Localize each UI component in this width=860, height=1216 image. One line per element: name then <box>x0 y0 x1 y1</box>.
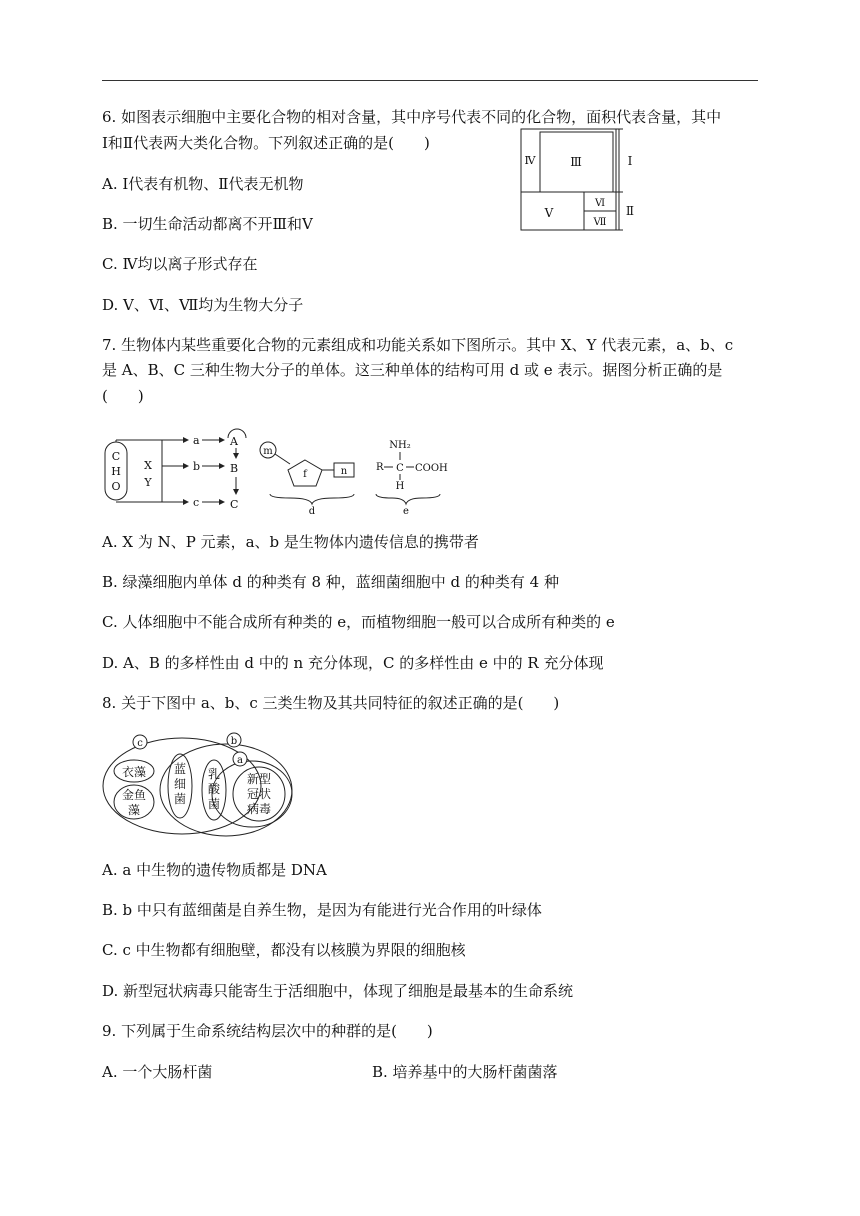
q7-label-h-atom: H <box>395 481 405 492</box>
q8-label-lactobacillus-1: 乳 <box>207 767 221 781</box>
q7-label-o-element: O <box>111 480 121 493</box>
q8-option-a: A. a 中生物的遗传物质都是 DNA <box>102 861 327 879</box>
q6-label-iv: Ⅳ <box>524 154 536 167</box>
q7-label-nh2: NH₂ <box>389 440 411 451</box>
q6-label-i: Ⅰ <box>627 154 633 168</box>
q6-option-d: D. Ⅴ、Ⅵ、Ⅶ均为生物大分子 <box>102 296 304 314</box>
q6-label-vi: Ⅵ <box>594 198 606 209</box>
q8-label-coronavirus-3: 病毒 <box>246 802 272 816</box>
q9-option-a: A. 一个大肠杆菌 <box>102 1063 213 1081</box>
q8-venn-figure <box>100 728 300 840</box>
q7-label-alpha-c: C <box>396 463 404 474</box>
q8-stem: 8. 关于下图中 a、b、c 三类生物及其共同特征的叙述正确的是( ) <box>102 694 560 712</box>
q7-label-cooh: COOH <box>415 463 448 474</box>
q9-option-b: B. 培养基中的大肠杆菌菌落 <box>372 1063 558 1081</box>
q7-option-b: B. 绿藻细胞内单体 d 的种类有 8 种，蓝细菌细胞中 d 的种类有 4 种 <box>102 573 559 591</box>
q7-label-y: Y <box>144 476 152 489</box>
q8-label-a: a <box>237 755 243 766</box>
q8-label-cyanobacteria-3: 菌 <box>173 792 187 806</box>
q8-label-lactobacillus-2: 酸 <box>207 782 221 796</box>
q7-label-x: X <box>144 459 152 472</box>
q8-label-c: c <box>137 738 143 749</box>
q6-option-b: B. 一切生命活动都离不开Ⅲ和Ⅴ <box>102 215 313 233</box>
q7-stem-line2: 是 A、B、C 三种生物大分子的单体。这三种单体的结构可用 d 或 e 表示。据图分析正确的是 <box>102 361 723 379</box>
q7-option-d: D. A、B 的多样性由 d 中的 n 充分体现，C 的多样性由 e 中的 R 充分体现 <box>102 654 604 672</box>
q7-option-a: A. X 为 N、P 元素，a、b 是生物体内遗传信息的携带者 <box>102 533 479 551</box>
q7-label-c: c <box>193 496 200 509</box>
q7-stem-line1: 7. 生物体内某些重要化合物的元素组成和功能关系如下图所示。其中 X、Y 代表元素，a、b、c <box>102 336 734 354</box>
header-rule <box>102 80 758 81</box>
q7-label-b: b <box>193 460 201 473</box>
q7-element-relation-figure <box>100 424 460 516</box>
q6-stem-line1: 6. 如图表示细胞中主要化合物的相对含量，其中序号代表不同的化合物，面积代表含量，其中 <box>102 108 722 126</box>
q6-label-vii: Ⅶ <box>593 217 607 228</box>
q7-label-h-element: H <box>111 465 121 478</box>
q6-stem-line2: Ⅰ和Ⅱ代表两大类化合物。下列叙述正确的是( ) <box>102 134 430 152</box>
q7-label-macro-b: B <box>230 462 239 475</box>
q8-label-coronavirus-1: 新型 <box>246 772 272 786</box>
q6-option-c: C. Ⅳ均以离子形式存在 <box>102 255 258 273</box>
q7-label-macro-a: A <box>230 435 238 448</box>
q8-label-coronavirus-2: 冠状 <box>246 787 272 801</box>
q7-label-r: R <box>376 462 384 473</box>
q7-label-a: a <box>193 434 200 447</box>
q6-option-a: A. Ⅰ代表有机物、Ⅱ代表无机物 <box>102 175 304 193</box>
q7-label-macro-c: C <box>230 498 239 511</box>
q7-label-n: n <box>340 466 348 477</box>
q8-label-hornwort-2: 藻 <box>127 803 141 817</box>
q6-label-iii: Ⅲ <box>570 155 582 169</box>
q6-label-ii: Ⅱ <box>625 204 635 218</box>
q9-stem: 9. 下列属于生命系统结构层次中的种群的是( ) <box>102 1022 433 1040</box>
q6-label-v: Ⅴ <box>544 206 554 220</box>
q7-label-e: e <box>403 506 409 516</box>
q8-label-b: b <box>230 736 238 747</box>
q7-label-f: f <box>303 469 307 480</box>
q8-label-chlamydomonas: 衣藻 <box>121 765 147 779</box>
q8-label-cyanobacteria-2: 细 <box>173 777 187 791</box>
q8-label-hornwort-1: 金鱼 <box>121 788 147 802</box>
q8-option-d: D. 新型冠状病毒只能寄生于活细胞中，体现了细胞是最基本的生命系统 <box>102 982 574 1000</box>
q7-label-d: d <box>308 506 316 516</box>
q8-option-c: C. c 中生物都有细胞壁，都没有以核膜为界限的细胞核 <box>102 941 466 959</box>
q7-label-m: m <box>263 446 273 457</box>
q7-option-c: C. 人体细胞中不能合成所有种类的 e，而植物细胞一般可以合成所有种类的 e <box>102 613 615 631</box>
q7-stem-line3: ( ) <box>102 387 144 405</box>
q8-label-lactobacillus-3: 菌 <box>207 797 221 811</box>
q8-label-cyanobacteria-1: 蓝 <box>173 762 187 776</box>
q8-option-b: B. b 中只有蓝细菌是自养生物，是因为有能进行光合作用的叶绿体 <box>102 901 542 919</box>
q7-label-c-element: C <box>111 450 121 463</box>
q6-compound-area-figure <box>518 126 648 236</box>
